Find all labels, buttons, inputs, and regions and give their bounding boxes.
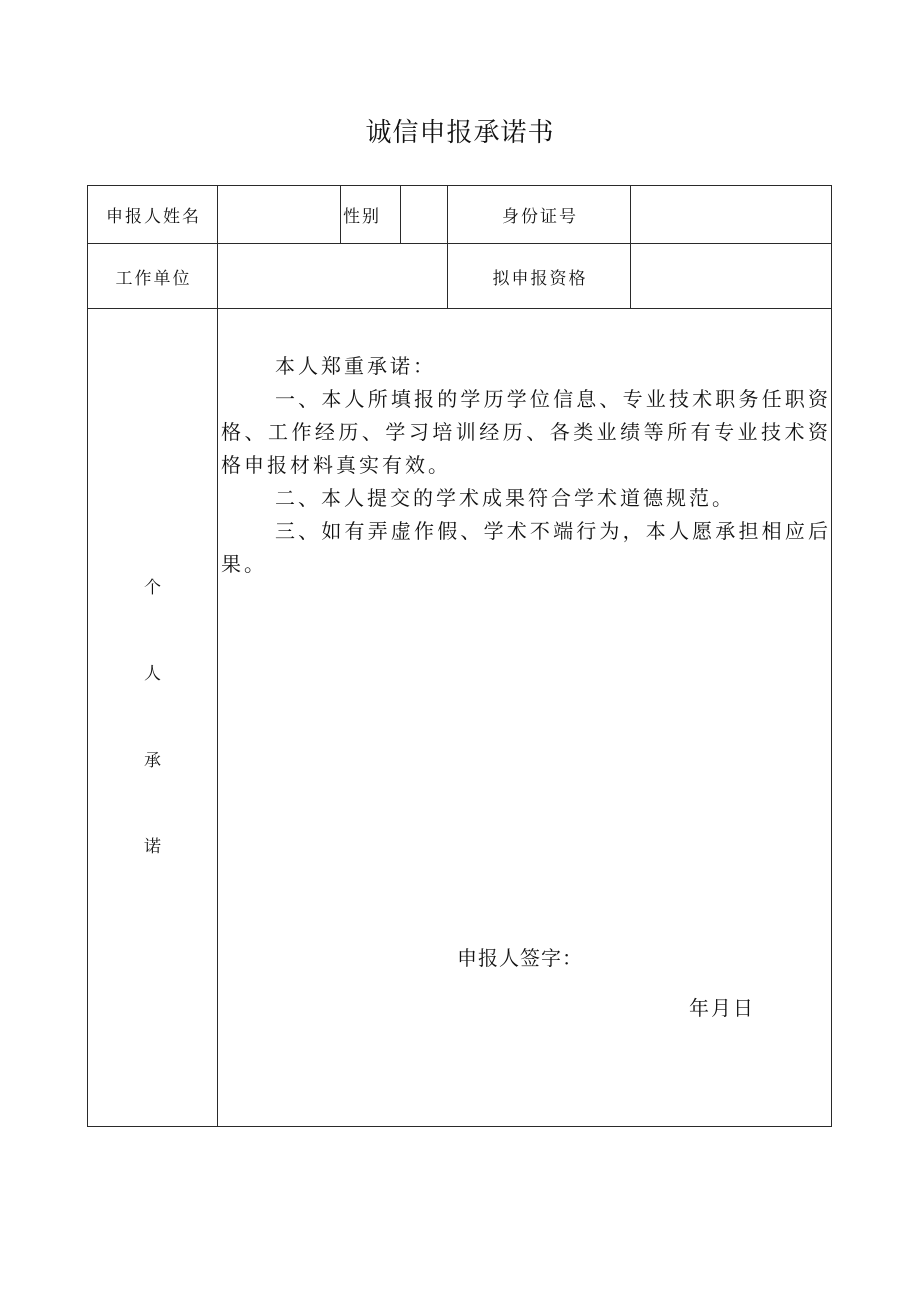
applicant-name-label: 申报人姓名 <box>106 207 201 227</box>
qualification-label-cell <box>447 243 631 309</box>
pledge-side-label <box>88 545 217 891</box>
qualification-field <box>630 243 832 309</box>
id-number-field <box>630 185 832 244</box>
id-number-label-cell <box>447 185 631 244</box>
gender-label-cell <box>340 185 401 244</box>
pledge-item-3: 三、如有弄虚作假、学术不端行为，本人愿承担相应后果。 <box>221 518 831 576</box>
pledge-side-char: 诺 <box>144 836 161 857</box>
pledge-side-char: 人 <box>144 664 161 685</box>
signature-label: 申报人签字： <box>457 946 583 970</box>
pledge-item-2: 二、本人提交的学术成果符合学术道德规范。 <box>275 485 735 510</box>
pledge-intro: 本人郑重承诺： <box>275 353 436 378</box>
date-label: 年月日 <box>689 996 755 1020</box>
applicant-name-label-cell <box>87 185 218 244</box>
id-number-label: 身份证号 <box>502 207 578 227</box>
employer-field <box>217 243 448 309</box>
pledge-item-1: 一、本人所填报的学历学位信息、专业技术职务任职资格、工作经历、学习培训经历、各类业绩等所有专业技术资格申报材料真实有效。 <box>221 386 831 477</box>
pledge-side-label-cell <box>87 308 218 1127</box>
gender-field <box>400 185 448 244</box>
employer-label: 工作单位 <box>115 268 192 289</box>
applicant-name-field <box>217 185 341 244</box>
pledge-text-block <box>218 350 831 581</box>
pledge-side-char: 个 <box>144 577 161 598</box>
gender-label: 性别 <box>343 207 381 227</box>
employer-label-cell <box>87 243 218 309</box>
qualification-label: 拟申报资格 <box>492 268 588 289</box>
pledge-content-cell <box>217 308 832 1127</box>
page-title: 诚信申报承诺书 <box>365 118 555 148</box>
pledge-side-char: 承 <box>144 750 161 771</box>
